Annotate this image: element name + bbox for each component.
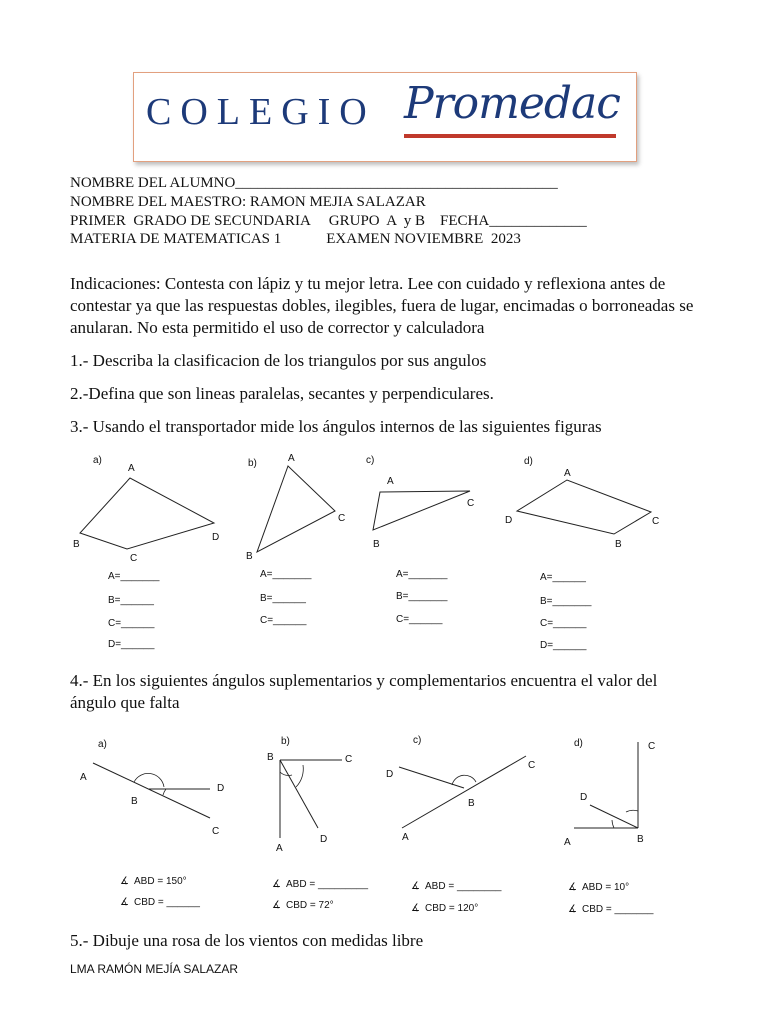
vertex-label: D <box>505 515 513 526</box>
grade-group-date-line: PRIMER GRADO DE SECUNDARIA GRUPO A y B FECHA_____________ <box>70 213 587 229</box>
equation-cbd: CBD = _______ <box>582 904 654 915</box>
answer-blank: D=______ <box>108 639 155 650</box>
answer-blank: C=______ <box>260 615 307 626</box>
subject-exam-line: MATERIA DE MATEMATICAS 1 EXAMEN NOVIEMBRE 2023 <box>70 231 521 247</box>
vertex-label: B <box>246 551 253 562</box>
vertex-label: D <box>212 532 220 543</box>
vertex-label: C <box>212 826 220 837</box>
vertex-label: A <box>288 453 295 464</box>
figure-4b-label: b) <box>281 736 290 747</box>
question-5: 5.- Dibuje una rosa de los vientos con medidas libre <box>70 931 424 950</box>
angle-symbol: ∡ <box>411 881 420 892</box>
equation-abd: ABD = 10° <box>582 882 630 893</box>
answer-blank: B=_______ <box>396 591 448 602</box>
teacher-name-line: NOMBRE DEL MAESTRO: RAMON MEJIA SALAZAR <box>70 194 426 210</box>
vertex-label: C <box>648 741 656 752</box>
instructions-paragraph: Indicaciones: Contesta con lápiz y tu mejor letra. Lee con cuidado y reflexiona antes de contestar ya que las respuestas dobles, ilegibles, fuera de lugar, encimadas o borroneadas se anularan. No esta permitido el uso de corrector y calculadora <box>70 274 694 337</box>
angle-symbol: ∡ <box>411 903 420 914</box>
angle-arc <box>612 820 614 828</box>
vertex-label: A <box>564 837 571 848</box>
equation-abd: ABD = _________ <box>286 879 369 890</box>
question-4-line-1: 4.- En los siguientes ángulos suplementarios y complementarios encuentra el valor del <box>70 671 658 690</box>
equation-cbd: CBD = 72° <box>286 900 334 911</box>
answer-blank: A=_______ <box>396 569 448 580</box>
angle-arc <box>452 775 476 785</box>
line-segment <box>402 756 526 828</box>
vertex-label: A <box>128 463 135 474</box>
vertex-label: D <box>386 769 394 780</box>
logo-colegio-text: COLEGIO <box>146 91 376 133</box>
figure-3c-label: c) <box>366 455 375 466</box>
vertex-label: C <box>652 516 660 527</box>
vertex-label: C <box>345 754 353 765</box>
answer-blank: D=______ <box>540 640 587 651</box>
logo-promedac-text: Promedac <box>404 78 620 129</box>
answer-blank: C=______ <box>540 618 587 629</box>
vertex-label: D <box>320 834 328 845</box>
vertex-label: B <box>468 798 475 809</box>
equation-abd: ABD = 150° <box>134 876 187 887</box>
angle-symbol: ∡ <box>120 876 129 887</box>
student-name-line: NOMBRE DEL ALUMNO___________________________________________ <box>70 175 558 191</box>
answer-blank: B=______ <box>260 593 306 604</box>
figure-3a-label: a) <box>93 455 102 466</box>
vertex-label: B <box>131 796 138 807</box>
figure-4d <box>564 738 655 915</box>
figure-4b <box>267 736 368 911</box>
vertex-label: A <box>564 468 571 479</box>
angle-symbol: ∡ <box>568 904 577 915</box>
vertex-label: C <box>130 553 138 564</box>
vertex-label: B <box>267 752 274 763</box>
answer-blank: B=______ <box>108 595 154 606</box>
angle-symbol: ∡ <box>272 879 281 890</box>
equation-cbd: CBD = 120° <box>425 903 479 914</box>
angle-symbol: ∡ <box>568 882 577 893</box>
vertex-label: D <box>217 783 225 794</box>
figure-4a-label: a) <box>98 739 107 750</box>
angle-symbol: ∡ <box>120 897 129 908</box>
angle-arc <box>296 765 303 787</box>
question-2: 2.-Defina que son lineas paralelas, secantes y perpendiculares. <box>70 384 494 403</box>
figure-4d-label: d) <box>574 738 583 749</box>
figure-4c-label: c) <box>413 735 422 746</box>
line-segment <box>93 763 210 818</box>
answer-blank: C=______ <box>108 618 155 629</box>
line-segment <box>590 805 638 828</box>
vertex-label: B <box>637 834 644 845</box>
vertex-label: B <box>615 539 622 550</box>
answer-blank: A=_______ <box>108 571 160 582</box>
figure-3d-label: d) <box>524 456 533 467</box>
angle-arc <box>163 789 166 795</box>
equation-abd: ABD = ________ <box>425 881 502 892</box>
vertex-label: C <box>528 760 536 771</box>
vertex-label: B <box>373 539 380 550</box>
question-4-line-2: ángulo que falta <box>70 693 180 712</box>
figure-4c <box>386 735 535 914</box>
angle-arc <box>280 772 292 776</box>
answer-blank: C=______ <box>396 614 443 625</box>
vertex-label: C <box>338 513 346 524</box>
angle-arc <box>626 810 638 812</box>
footer-teacher-name: LMA RAMÓN MEJÍA SALAZAR <box>70 962 239 976</box>
line-segment <box>280 760 318 828</box>
vertex-label: B <box>73 539 80 550</box>
vertex-label: D <box>580 792 588 803</box>
figure-3b-label: b) <box>248 458 257 469</box>
vertex-label: C <box>467 498 475 509</box>
answer-blank: A=_______ <box>260 569 312 580</box>
figure-4a <box>80 739 224 908</box>
equation-cbd: CBD = ______ <box>134 897 200 908</box>
vertex-label: A <box>276 843 283 854</box>
vertex-label: A <box>402 832 409 843</box>
question-3: 3.- Usando el transportador mide los ángulos internos de las siguientes figuras <box>70 417 602 436</box>
answer-blank: B=_______ <box>540 596 592 607</box>
vertex-label: A <box>387 476 394 487</box>
angle-symbol: ∡ <box>272 900 281 911</box>
vertex-label: A <box>80 772 87 783</box>
answer-blank: A=______ <box>540 572 586 583</box>
line-segment <box>399 767 464 788</box>
angle-arc <box>134 773 164 787</box>
question-1: 1.- Describa la clasificacion de los triangulos por sus angulos <box>70 351 487 370</box>
